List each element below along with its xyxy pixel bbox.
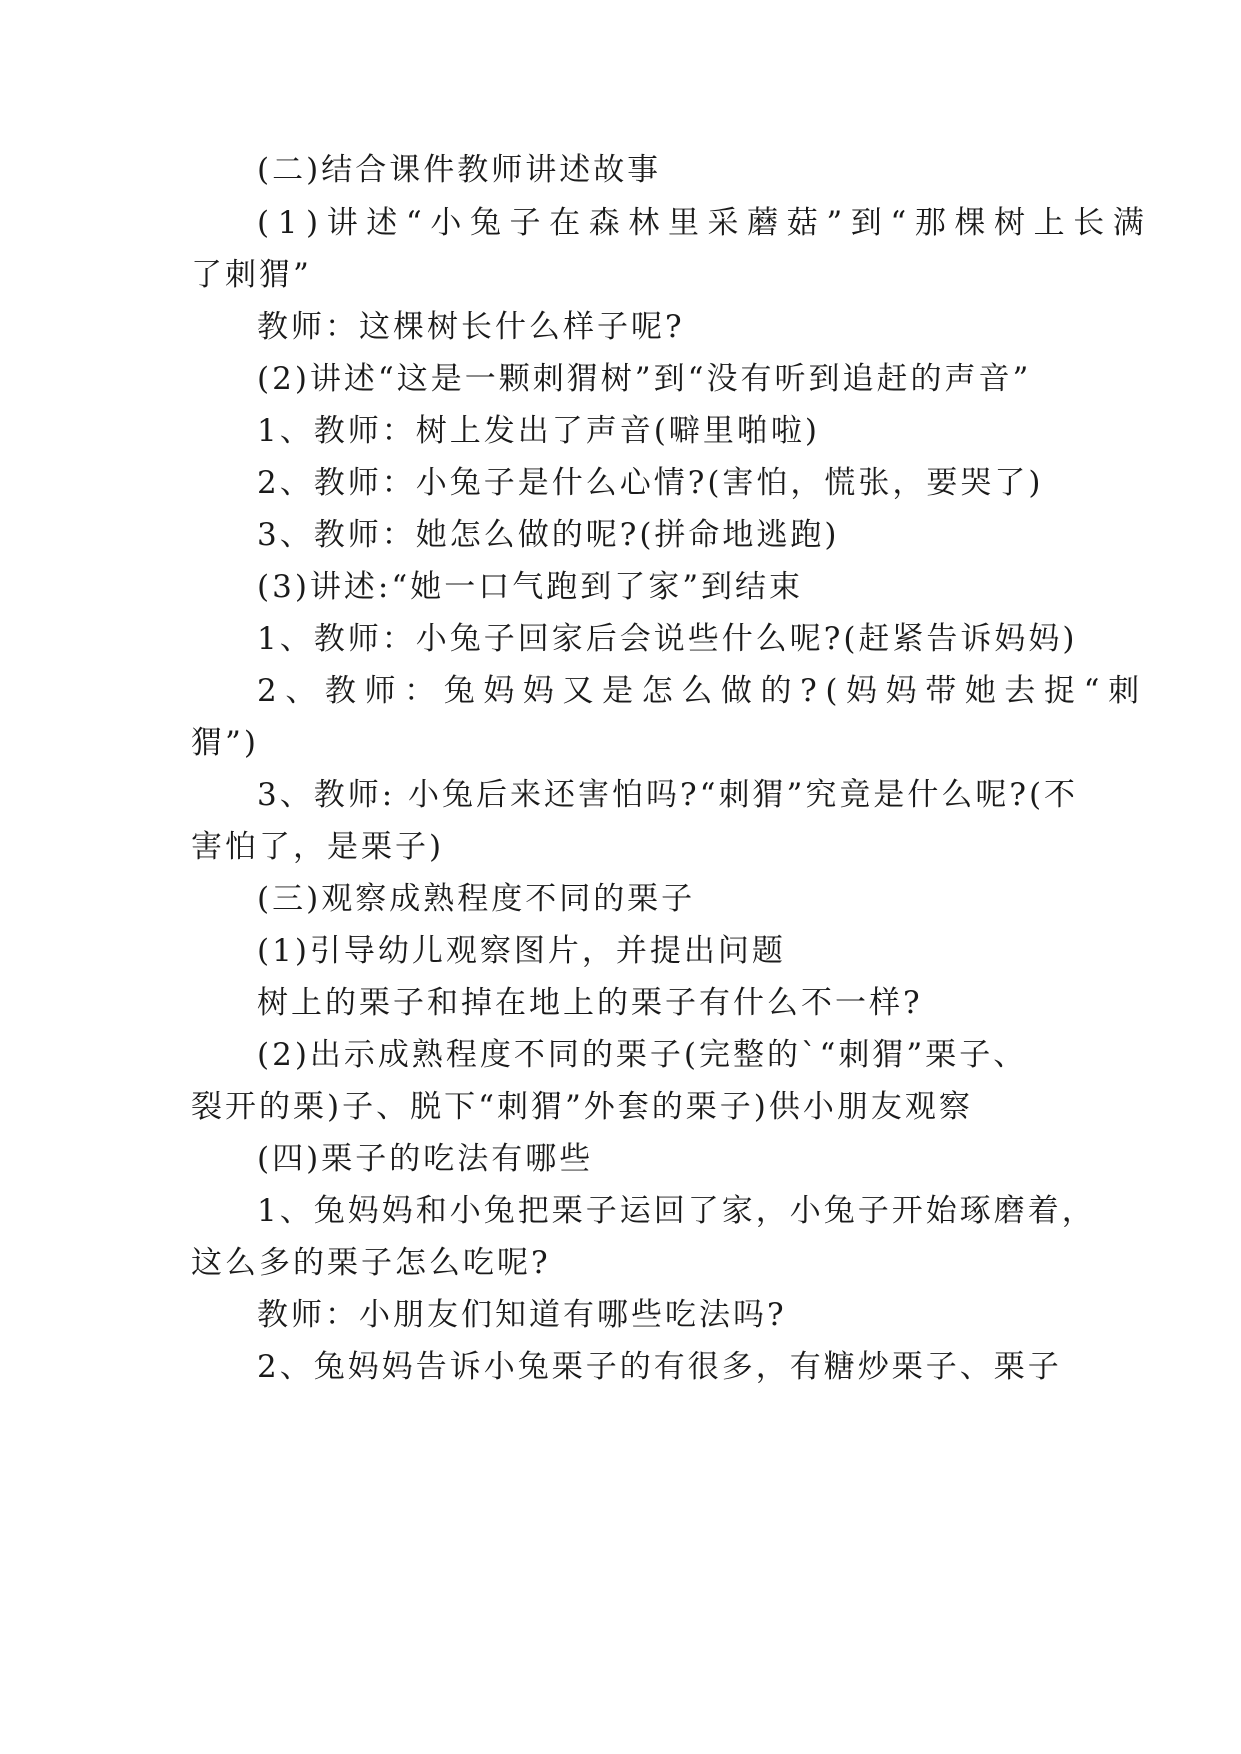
paragraph-line: 害怕了，是栗子) — [191, 829, 445, 865]
paragraph-line: 教师：小朋友们知道有哪些吃法吗? — [257, 1297, 787, 1333]
paragraph-line: 2、教师：小兔子是什么心情?(害怕，慌张，要哭了) — [257, 465, 1044, 501]
section-heading-2: (二)结合课件教师讲述故事 — [257, 152, 662, 188]
paragraph-line: (3)讲述:“她一口气跑到了家”到结束 — [257, 569, 804, 605]
paragraph-line: 2、教师：兔妈妈又是怎么做的?(妈妈带她去捉“刺 — [257, 673, 1148, 709]
paragraph-line: 1、教师：小兔子回家后会说些什么呢?(赶紧告诉妈妈) — [257, 621, 1078, 657]
paragraph-line: 3、教师：她怎么做的呢?(拼命地逃跑) — [257, 517, 840, 553]
paragraph-line: 了刺猬” — [191, 257, 312, 293]
paragraph-line: 2、兔妈妈告诉小兔栗子的有很多，有糖炒栗子、栗子 — [257, 1349, 1062, 1385]
paragraph-line: 裂开的栗)子、脱下“刺猬”外套的栗子)供小朋友观察 — [191, 1089, 973, 1125]
section-heading-3: (三)观察成熟程度不同的栗子 — [257, 881, 696, 917]
paragraph-line: 猬”) — [191, 725, 259, 761]
paragraph-line: (1)引导幼儿观察图片，并提出问题 — [257, 933, 786, 969]
paragraph-line: (2)讲述“这是一颗刺猬树”到“没有听到追赶的声音” — [257, 361, 1032, 397]
section-heading-4: (四)栗子的吃法有哪些 — [257, 1141, 594, 1177]
paragraph-line: 1、兔妈妈和小兔把栗子运回了家，小兔子开始琢磨着， — [257, 1193, 1096, 1229]
paragraph-line: (1)讲述“小兔子在森林里采蘑菇”到“那棵树上长满 — [257, 205, 1153, 241]
paragraph-line: 树上的栗子和掉在地上的栗子有什么不一样? — [257, 985, 923, 1021]
paragraph-line: 3、教师: 小兔后来还害怕吗?“刺猬”究竟是什么呢?(不 — [257, 777, 1079, 813]
paragraph-line: 1、教师：树上发出了声音(噼里啪啦) — [257, 413, 820, 449]
paragraph-line: 教师：这棵树长什么样子呢? — [257, 309, 685, 345]
paragraph-line: 这么多的栗子怎么吃呢? — [191, 1245, 551, 1281]
paragraph-line: (2)出示成熟程度不同的栗子(完整的`“刺猬”栗子、 — [257, 1037, 1028, 1073]
